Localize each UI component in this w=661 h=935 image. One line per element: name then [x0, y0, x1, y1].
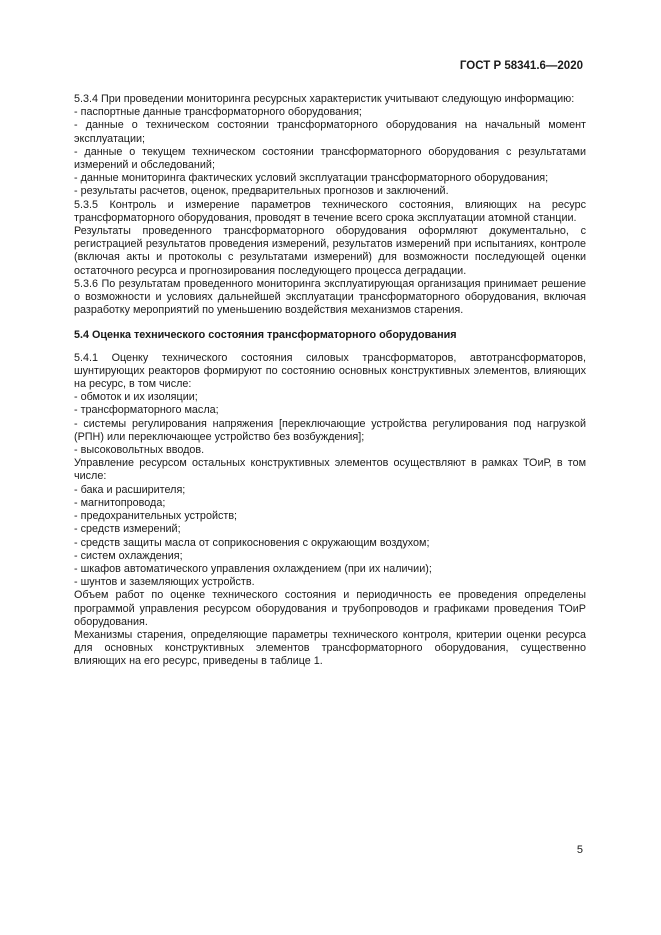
list-item: - магнитопровода;: [74, 496, 166, 509]
paragraph: 5.3.5 Контроль и измерение параметров технического состояния, влияющих на ресурс трансформаторного оборудования, проводят в течение всего срока эксплуатации атомной станции.: [74, 198, 586, 224]
list-item: - системы регулирования напряжения [переключающие устройства регулирования под нагрузкой (РПН) или переключающее устройство без возбуждения];: [74, 417, 586, 443]
paragraph: Механизмы старения, определяющие параметры технического контроля, критерии оценки ресурса для основных конструктивных элементов трансформаторного оборудования, существенно влияющих на его ресурс, приведены в таблице 1.: [74, 628, 586, 668]
list-item: - шкафов автоматического управления охлаждением (при их наличии);: [74, 562, 432, 575]
list-item: - шунтов и заземляющих устройств.: [74, 576, 255, 589]
paragraph: 5.3.6 По результатам проведенного мониторинга эксплуатирующая организация принимает решение о возможности и условиях дальнейшей эксплуатации трансформаторного оборудования, включая разработку мероприятий по уменьшению воздействия механизмов старения.: [74, 277, 586, 317]
list-item: - бака и расширителя;: [74, 483, 186, 496]
list-item: - данные о техническом состоянии трансформаторного оборудования на начальный момент эксплуатации;: [74, 119, 586, 145]
list-item: - средств защиты масла от соприкосновения с окружающим воздухом;: [74, 536, 430, 549]
list-item: - средств измерений;: [74, 523, 181, 536]
list-item: - данные о текущем техническом состоянии трансформаторного оборудования с результатами измерений и обследований;: [74, 145, 586, 172]
paragraph: Результаты проведенного трансформаторного оборудования оформляют документально, с регистрацией результатов проведения измерений, результатов измерений при испытаниях, контроле (включая акты и протоколы с результатами измерений) для возможности последующей оценки остаточного ресурса и прогнозирования последующего процесса деградации.: [74, 225, 586, 277]
list-item: - паспортные данные трансформаторного оборудования;: [74, 106, 362, 119]
paragraph: Объем работ по оценке технического состояния и периодичность ее проведения определены программой управления ресурсом оборудования и трубопроводов и графиками проведения ТОиР оборудования.: [74, 589, 586, 628]
page-number: 5: [576, 844, 583, 856]
body-text: [74, 93, 586, 669]
paragraph: Управление ресурсом остальных конструктивных элементов осуществляют в рамках ТОиР, в том числе:: [74, 457, 586, 483]
list-item: - предохранительных устройств;: [74, 510, 238, 523]
section-heading: 5.4 Оценка технического состояния трансформаторного оборудования: [74, 329, 457, 342]
list-item: - обмоток и их изоляции;: [74, 391, 198, 404]
document-designation: ГОСТ Р 58341.6—2020: [459, 60, 583, 72]
list-item: - трансформаторного масла;: [74, 404, 219, 417]
list-item: - систем охлаждения;: [74, 549, 183, 562]
paragraph: 5.4.1 Оценку технического состояния силовых трансформаторов, автотрансформаторов, шунтирующих реакторов формируют по состоянию основных конструктивных элементов, влияющих на ресурс, в том числе:: [74, 351, 586, 391]
paragraph: 5.3.4 При проведении мониторинга ресурсных характеристик учитывают следующую информацию:: [74, 93, 575, 105]
list-item: - результаты расчетов, оценок, предварительных прогнозов и заключений.: [74, 185, 449, 198]
list-item: - высоковольтных вводов.: [74, 444, 205, 457]
list-item: - данные мониторинга фактических условий эксплуатации трансформаторного оборудования;: [74, 172, 549, 185]
